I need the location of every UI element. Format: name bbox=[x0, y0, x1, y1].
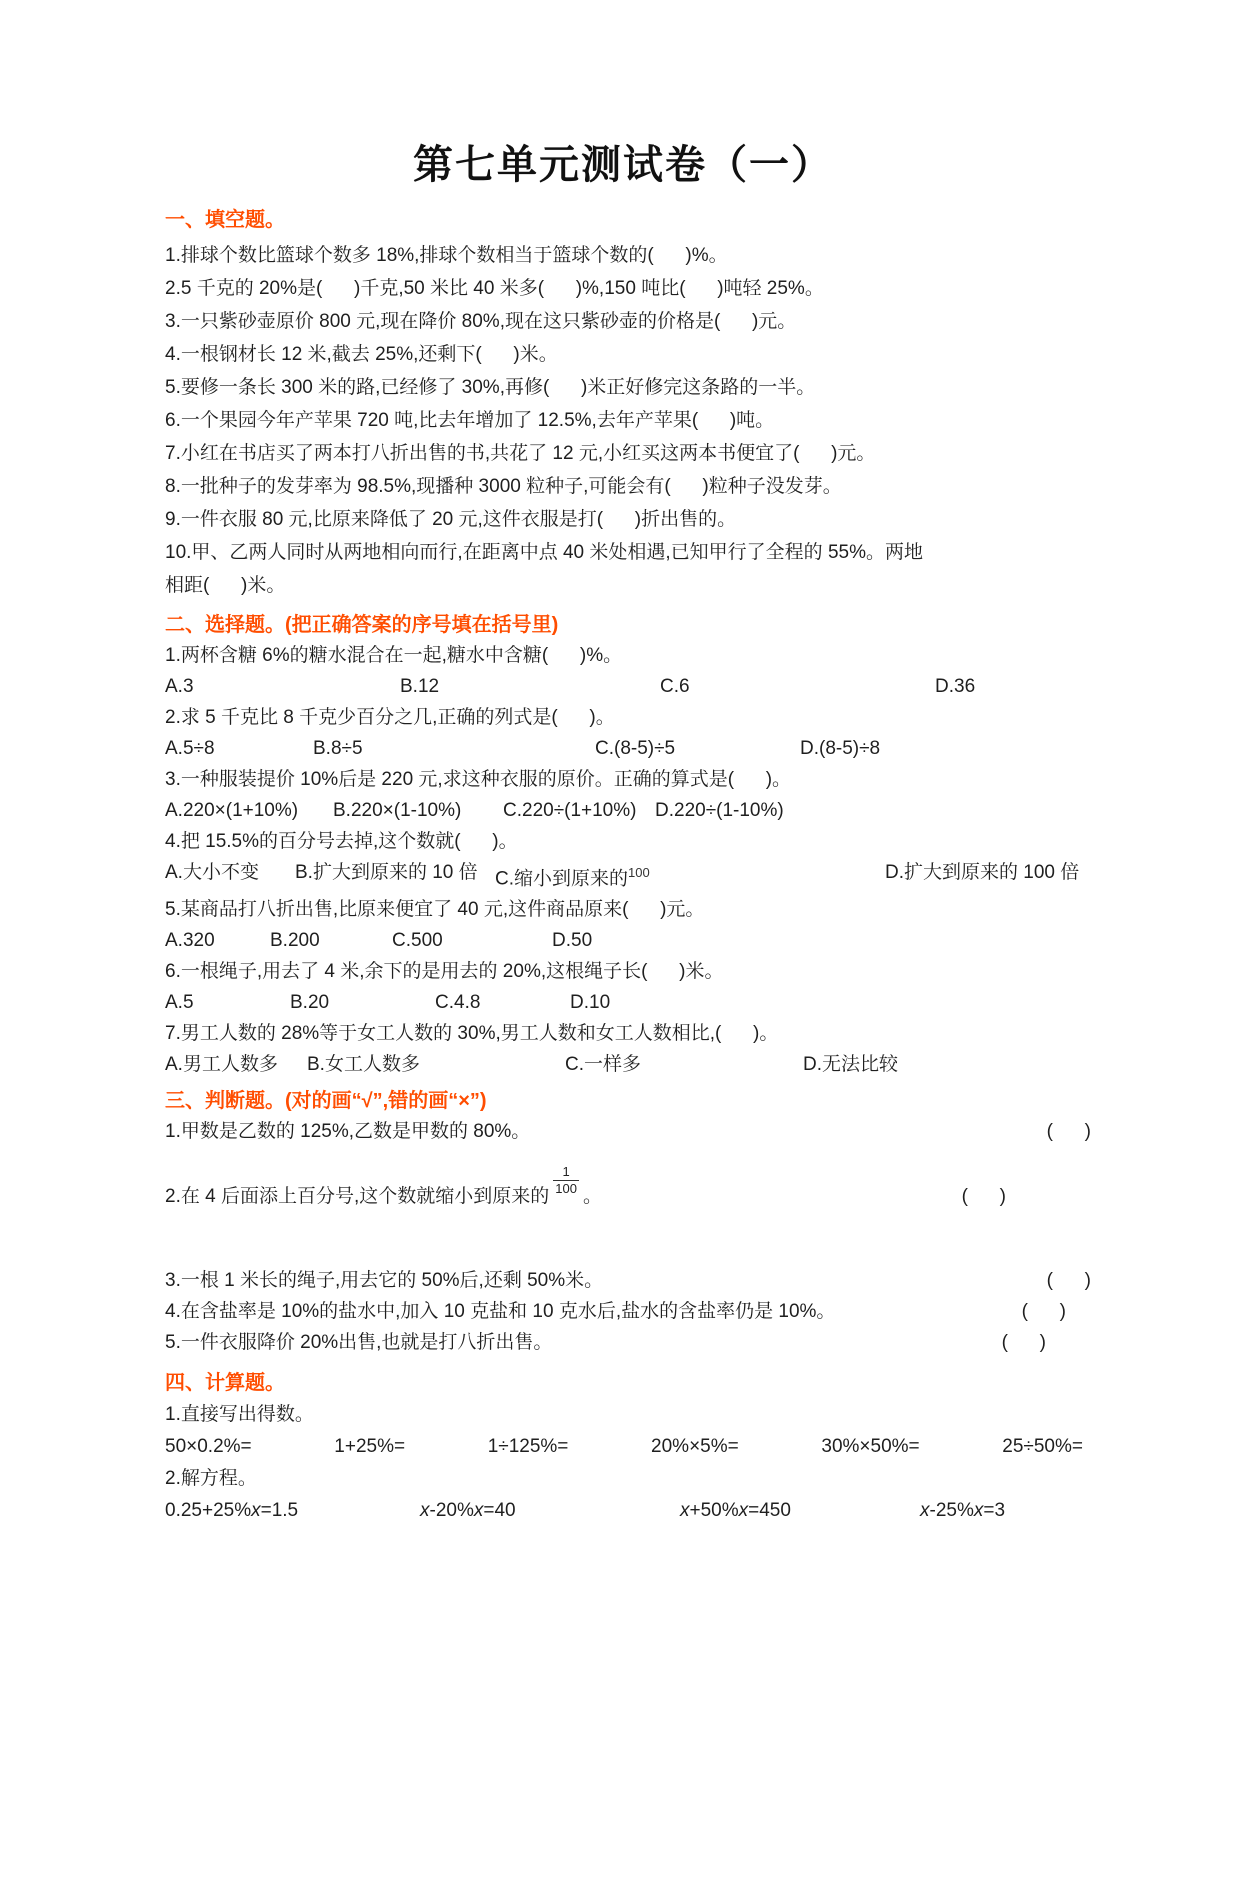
choice-option: A.男工人数多 bbox=[165, 1054, 278, 1076]
fill-item: 5.要修一条长 300 米的路,已经修了 30%,再修( )米正好修完这条路的一半。 bbox=[165, 377, 816, 398]
equation: 0.25+25%x=1.5 bbox=[165, 1500, 299, 1522]
section-2-heading: 二、选择题。(把正确答案的序号填在括号里) bbox=[165, 614, 559, 636]
fill-item: 9.一件衣服 80 元,比原来降低了 20 元,这件衣服是打( )折出售的。 bbox=[165, 509, 737, 530]
judge-bracket: ( ) bbox=[1021, 1301, 1066, 1323]
fill-item: 10.甲、乙两人同时从两地相向而行,在距离中点 40 米处相遇,已知甲行了全程的 55%。两地 bbox=[165, 542, 923, 563]
choice-option: B.20 bbox=[290, 992, 330, 1014]
choice-question: 6.一根绳子,用去了 4 米,余下的是用去的 20%,这根绳子长( )米。 bbox=[165, 961, 724, 983]
equation: x-25%x=3 bbox=[920, 1500, 1006, 1522]
judge-bracket: ( ) bbox=[1046, 1270, 1091, 1292]
choice-option: A.5÷8 bbox=[165, 738, 215, 759]
choice-question: 1.两杯含糖 6%的糖水混合在一起,糖水中含糖( )%。 bbox=[165, 645, 623, 666]
choice-option: D.无法比较 bbox=[803, 1054, 899, 1076]
judge-item bbox=[165, 1327, 1091, 1358]
judge-text: 3.一根 1 米长的绳子,用去它的 50%后,还剩 50%米。 bbox=[165, 1270, 604, 1292]
judge-bracket: ( ) bbox=[1001, 1332, 1046, 1354]
calc-expression: 1÷125%= bbox=[487, 1436, 569, 1458]
choice-option: C.220÷(1+10%) bbox=[503, 800, 637, 821]
calc-subheading: 2.解方程。 bbox=[165, 1468, 257, 1490]
fraction-numerator: 1 bbox=[562, 1164, 570, 1180]
choice-option: A.220×(1+10%) bbox=[165, 800, 299, 821]
choice-option: D.220÷(1-10%) bbox=[655, 800, 784, 821]
judge-text: 2.在 4 后面添上百分号,这个数就缩小到原来的 $\frac{1}{100}$ 。 bbox=[165, 1164, 602, 1208]
fraction bbox=[553, 1165, 579, 1197]
fill-item: 8.一批种子的发芽率为 98.5%,现播种 3000 粒种子,可能会有( )粒种子没发芽。 bbox=[165, 476, 842, 497]
choice-option: C.缩小到原来的$^{100}$ bbox=[495, 865, 650, 890]
fill-item: 2.5 千克的 20%是( )千克,50 米比 40 米多( )%,150 吨比( )吨轻 25%。 bbox=[165, 278, 824, 299]
choice-option: A.大小不变 bbox=[165, 862, 259, 883]
judge-text: 5.一件衣服降价 20%出售,也就是打八折出售。 bbox=[165, 1332, 553, 1354]
choice-option: B.200 bbox=[270, 930, 320, 952]
choice-option: D.扩大到原来的 100 倍 bbox=[885, 862, 1080, 883]
choice-option: B.扩大到原来的 10 倍 bbox=[295, 862, 478, 883]
calc-expression: 30%×50%= bbox=[821, 1436, 920, 1458]
calc-expression: 20%×5%= bbox=[651, 1436, 739, 1458]
choice-option: B.220×(1-10%) bbox=[333, 800, 462, 821]
choice-option: D.10 bbox=[570, 992, 611, 1014]
choice-options-row bbox=[165, 987, 1091, 1018]
calc-expression: 50×0.2%= bbox=[165, 1436, 252, 1458]
choice-option: B.8÷5 bbox=[313, 738, 363, 759]
choice-option: D.36 bbox=[935, 676, 976, 697]
fill-item: 7.小红在书店买了两本打八折出售的书,共花了 12 元,小红买这两本书便宜了( )元。 bbox=[165, 443, 876, 464]
section-3-heading: 三、判断题。(对的画“√”,错的画“×”) bbox=[165, 1090, 487, 1113]
choice-question: 5.某商品打八折出售,比原来便宜了 40 元,这件商品原来( )元。 bbox=[165, 899, 705, 921]
fraction-denominator: 100 bbox=[555, 1181, 577, 1197]
choice-option: A.320 bbox=[165, 930, 215, 952]
section-4-heading: 四、计算题。 bbox=[165, 1372, 285, 1395]
fill-item: 1.排球个数比篮球个数多 18%,排球个数相当于篮球个数的( )%。 bbox=[165, 245, 728, 266]
fill-item: 4.一根钢材长 12 米,截去 25%,还剩下( )米。 bbox=[165, 344, 558, 365]
choice-question: 2.求 5 千克比 8 千克少百分之几,正确的列式是( )。 bbox=[165, 707, 615, 728]
choice-option: B.12 bbox=[400, 676, 440, 697]
equations-row bbox=[165, 1495, 1091, 1526]
calc-expression: 25÷50%= bbox=[1002, 1436, 1083, 1458]
choice-option: A.5 bbox=[165, 992, 194, 1014]
judge-text: 1.甲数是乙数的 125%,乙数是甲数的 80%。 bbox=[165, 1121, 531, 1143]
choice-question: 3.一种服装提价 10%后是 220 元,求这种衣服的原价。正确的算式是( )。 bbox=[165, 769, 792, 790]
section-1-heading: 一、填空题。 bbox=[165, 209, 285, 231]
choice-option: D.50 bbox=[552, 930, 593, 952]
choice-option: C.一样多 bbox=[565, 1054, 642, 1076]
test-paper-page bbox=[0, 133, 1241, 1646]
choice-option: B.女工人数多 bbox=[307, 1054, 420, 1076]
equation: x-20%x=40 bbox=[420, 1500, 516, 1522]
choice-option: C.4.8 bbox=[435, 992, 481, 1014]
choice-options-row bbox=[165, 1049, 1091, 1080]
judge-item bbox=[165, 1116, 1091, 1147]
choice-option: A.3 bbox=[165, 676, 194, 697]
choice-option: C.6 bbox=[660, 676, 690, 697]
page-title: 第七单元测试卷（一） bbox=[413, 143, 833, 187]
judge-item bbox=[165, 1265, 1091, 1296]
judge-bracket: ( ) bbox=[1046, 1121, 1091, 1143]
judge-item bbox=[165, 1164, 1091, 1213]
choice-options-row bbox=[165, 925, 1091, 956]
equation: x+50%x=450 bbox=[680, 1500, 791, 1522]
choice-option: C.500 bbox=[392, 930, 443, 952]
choice-options-row bbox=[165, 857, 1091, 894]
choice-options-row bbox=[165, 795, 1091, 826]
choice-options-row bbox=[165, 671, 1091, 702]
choice-option: C.(8-5)÷5 bbox=[595, 738, 676, 759]
fill-item: 3.一只紫砂壶原价 800 元,现在降价 80%,现在这只紫砂壶的价格是( )元。 bbox=[165, 311, 797, 332]
calc-subheading: 1.直接写出得数。 bbox=[165, 1404, 314, 1426]
judge-text: 4.在含盐率是 10%的盐水中,加入 10 克盐和 10 克水后,盐水的含盐率仍是 10%。 bbox=[165, 1301, 836, 1323]
judge-bracket: ( ) bbox=[961, 1186, 1006, 1208]
fill-item: 6.一个果园今年产苹果 720 吨,比去年增加了 12.5%,去年产苹果( )吨。 bbox=[165, 410, 775, 431]
calc-expression: 1+25%= bbox=[334, 1436, 406, 1458]
calc-expressions-row bbox=[165, 1431, 1091, 1462]
choice-option: D.(8-5)÷8 bbox=[800, 738, 881, 759]
fraction-denominator-sup: 100 bbox=[628, 865, 650, 880]
choice-question: 7.男工人数的 28%等于女工人数的 30%,男工人数和女工人数相比,( )。 bbox=[165, 1023, 779, 1045]
choice-question: 4.把 15.5%的百分号去掉,这个数就( )。 bbox=[165, 831, 518, 852]
fill-item-wrap: 相距( )米。 bbox=[165, 575, 286, 596]
judge-item bbox=[165, 1296, 1091, 1327]
choice-options-row bbox=[165, 733, 1091, 764]
